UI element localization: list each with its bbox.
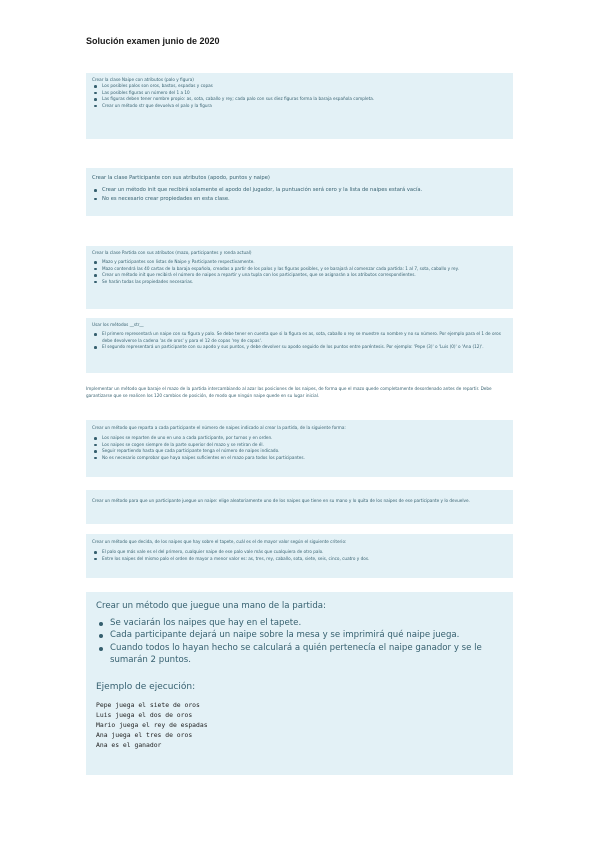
section-metodos-str [86, 318, 513, 373]
section-participante [86, 168, 513, 216]
bullet-list [92, 83, 507, 109]
section-mano [86, 592, 513, 775]
code-line: Luis juega el dos de oros [96, 710, 193, 719]
page-title: Solución examen junio de 2020 [86, 36, 220, 46]
list-item: Las figuras deben tener nombre propio: as, sota, caballo y rey; cada palo con sus diez figuras forma la baraja española completa. [102, 96, 507, 102]
paragraph-barajar: Implementar un método que baraje el mazo de la partida intercambiando al azar las posiciones de los naipes, de forma que el mazo quede completamente desordenado antes de repartir. Debe garantizarse que se realicen los 120 cambios de posición, de modo que ningún naipe quede en su lugar inicial. [86, 386, 492, 398]
section-partida [86, 246, 513, 309]
list-item: El primero representará un naipe con su figura y palo. Se debe tener en cuenta que si la figura es as, sota, caballo o rey se muestre su nombre y no su número. Por ejemplo para el 1 de oros debe devolverse la cadena 'as de oros' y para el 12 de copas 'rey de copas'. [102, 331, 507, 344]
list-item: Las posibles figuras un número del 1 a 10 [102, 90, 507, 96]
list-item: Mazo contendrá las 40 cartas de la baraja española, creadas a partir de los palos y las figuras posibles, y se barajará al comenzar cada partida: 1 al 7, sota, caballo y rey. [102, 266, 507, 272]
code-line: Ana es el ganador [96, 741, 162, 750]
bullet-list [92, 186, 507, 203]
code-line: Mario juega el rey de espadas [96, 720, 208, 729]
section-heading: Crear la clase Participante con sus atributos (apodo, puntos y naipe) [92, 175, 270, 181]
bullet-list [92, 331, 507, 350]
example-code-block [96, 700, 503, 751]
list-item: Entre los naipes del mismo palo el orden de mayor a menor valor es: as, tres, rey, caballo, sota, siete, seis, cinco, cuatro y dos. [102, 556, 507, 562]
list-item: Crear un método str que devuelva el palo y la figura [102, 103, 507, 109]
list-item: Crear un método init que recibirá el número de naipes a repartir y una tupla con los participantes, que se asignarán a los atributos correspondientes. [102, 272, 507, 278]
list-item: El segundo representará un participante con su apodo y sus puntos, y debe devolver su apodo seguido de los puntos entre paréntesis. Por ejemplo: 'Pepe (3)' o 'Luis (0)' o 'Ana (12)'. [102, 344, 507, 350]
list-item: Seguir repartiendo hasta que cada participante tenga el número de naipes indicado. [102, 448, 507, 454]
section-naipe [86, 73, 513, 139]
list-item: El palo que más vale es el del primero, cualquier naipe de ese palo vale más que cualquiera de otro palo. [102, 549, 507, 555]
bullet-list [92, 259, 507, 285]
list-item: No es necesario crear propiedades en esta clase. [102, 195, 507, 203]
list-item: Mazo y participantes son listas de Naipe y Participante respectivamente. [102, 259, 507, 265]
list-item: Cuando todos lo hayan hecho se calculará a quién pertenecía el naipe ganador y se le sumarán 2 puntos. [110, 642, 503, 667]
section-ganador [86, 534, 513, 578]
section-heading: Usar los métodos __str__ [92, 322, 144, 327]
section-heading: Crear un método que reparta a cada participante el número de naipes indicado al crear la partida, de la siguiente forma: [92, 425, 346, 430]
section-heading: Crear la clase Partida con sus atributos (mazo, participantes y ronda actual) [92, 250, 252, 255]
list-item: Cada participante dejará un naipe sobre la mesa y se imprimirá qué naipe juega. [110, 629, 503, 642]
section-jugar-naipe [86, 490, 513, 524]
list-item: Los naipes se reparten de uno en uno a cada participante, por turnos y en orden. [102, 435, 507, 441]
bullet-list [92, 435, 507, 461]
code-line: Pepe juega el siete de oros [96, 700, 200, 709]
list-item: Se vaciarán los naipes que hay en el tapete. [110, 617, 503, 630]
section-heading: Crear un método que juegue una mano de la partida: [96, 601, 326, 611]
paragraph-jugar-naipe: Crear un método para que un participante juegue un naipe: elige aleatoriamente uno de los naipes que tiene en su mano y lo quita de los naipes de ese participante y lo devuelve. [92, 498, 470, 503]
list-item: Los posibles palos son oros, bastos, espadas y copas [102, 83, 507, 89]
section-heading: Crear un método que decida, de los naipes que hay sobre el tapete, cuál es el de mayor valor según el siguiente criterio: [92, 539, 347, 544]
bullet-list [92, 549, 507, 562]
section-heading: Crear la clase Naipe con atributos (palo y figura) [92, 77, 194, 82]
list-item: Los naipes se cogen siempre de la parte superior del mazo y se retiran de él. [102, 442, 507, 448]
list-item: Se harán todas las propiedades necesarias. [102, 279, 507, 285]
code-line: Ana juega el tres de oros [96, 731, 193, 740]
section-repartir [86, 420, 513, 477]
bullet-list [96, 617, 503, 667]
example-heading: Ejemplo de ejecución: [96, 681, 196, 692]
list-item: Crear un método init que recibirá solamente el apodo del jugador, la puntuación será cero y la lista de naipes estará vacía. [102, 186, 507, 194]
list-item: No es necesario comprobar que haya naipes suficientes en el mazo para todos los participantes. [102, 455, 507, 461]
